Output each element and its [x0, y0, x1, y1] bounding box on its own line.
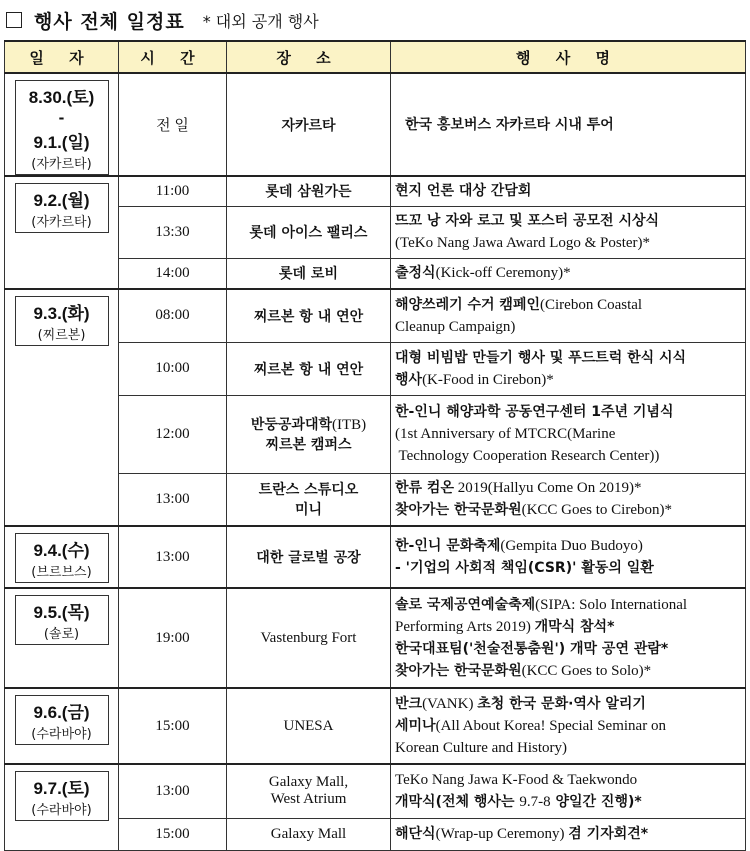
date-label: 9.4.(수)	[33, 541, 90, 560]
event-text-en: (SIPA: Solo International	[535, 597, 688, 613]
event-text-en: (KCC Goes to Solo)*	[521, 663, 652, 679]
date-label: 9.6.(금)	[33, 703, 90, 722]
city-label: (수라바야)	[31, 727, 92, 742]
place-text: Galaxy Mall,	[268, 774, 349, 791]
event-text-en: 2019(Hallyu Come On 2019)*	[453, 480, 642, 497]
event-text: 개막식(전체 행사는	[395, 794, 520, 811]
place-cell: UNESA	[227, 688, 391, 764]
event-text: 초청 한국 문화·역사 알리기	[477, 696, 646, 712]
place-cell: 대한 글로벌 공장	[227, 526, 391, 588]
place-cell	[227, 764, 391, 818]
time-cell: 14:00	[119, 258, 227, 289]
date-cell	[5, 588, 119, 688]
event-text: 한-인니 문화축제	[395, 538, 501, 554]
time-cell: 13:00	[119, 473, 227, 526]
time-cell: 08:00	[119, 289, 227, 342]
place-text-en: (ITB)	[332, 417, 367, 433]
event-cell: 현지 언론 대상 간담회	[391, 176, 746, 206]
event-text: 찾아가는 한국문화원	[395, 663, 522, 679]
event-cell	[391, 688, 746, 764]
table-row	[5, 688, 746, 764]
place-cell: 롯데 로비	[227, 258, 391, 289]
event-cell	[391, 258, 746, 289]
date-label: 9.7.(토)	[33, 779, 90, 798]
date-cell	[5, 688, 119, 764]
time-cell: 13:30	[119, 206, 227, 258]
place-cell: Galaxy Mall	[227, 818, 391, 850]
event-text-en: (K-Food in Cirebon)*	[422, 371, 554, 388]
event-text: 한국대표팀('천술전통춤원') 개막 공연 관람*	[395, 641, 669, 657]
event-cell	[391, 342, 746, 395]
city-label: (솔로)	[43, 627, 80, 642]
event-text: 해양쓰레기 수거 캠페인	[395, 296, 540, 313]
time-cell: 15:00	[119, 818, 227, 850]
event-cell	[391, 764, 746, 818]
time-cell: 15:00	[119, 688, 227, 764]
event-text: 솔로 국제공연예술축제	[395, 597, 536, 613]
event-cell	[391, 289, 746, 342]
event-text-en: (All About Korea! Special Seminar on	[435, 718, 666, 734]
event-text: 한-인니 해양과학 공동연구센터 1주년 기념식	[395, 404, 674, 420]
event-text-en: Cleanup Campaign)	[395, 318, 516, 335]
event-cell	[391, 526, 746, 588]
event-cell	[391, 473, 746, 526]
col-time-header: 시 간	[119, 41, 227, 73]
event-text-en: (TeKo Nang Jawa Award Logo & Poster)*	[395, 235, 651, 251]
event-text: 한류 컴온	[395, 480, 454, 497]
table-row	[5, 526, 746, 588]
event-text-en: Korean Culture and History)	[395, 740, 568, 756]
event-text: 찾아가는 한국문화원	[395, 502, 522, 519]
col-place-header: 장 소	[227, 41, 391, 73]
date-dash: -	[58, 108, 65, 127]
event-text-en: (VANK)	[422, 696, 478, 712]
date-label: 9.5.(목)	[33, 603, 90, 622]
place-cell: 찌르본 항 내 연안	[227, 289, 391, 342]
table-row	[5, 289, 746, 342]
place-text: 미니	[294, 502, 323, 519]
date-box	[15, 771, 109, 821]
event-text: 출정식	[395, 265, 436, 282]
event-text-en: (Wrap-up Ceremony)	[435, 826, 569, 842]
place-text: West Atrium	[270, 791, 347, 808]
date-cell	[5, 73, 119, 176]
place-cell: 자카르타	[227, 73, 391, 176]
event-cell	[391, 818, 746, 850]
date-box	[15, 695, 109, 745]
time-cell: 19:00	[119, 588, 227, 688]
city-label: (자카르타)	[31, 157, 92, 172]
place-cell	[227, 473, 391, 526]
event-text: - '기업의 사회적 책임(CSR)' 활동의 일환	[395, 560, 654, 576]
event-text-en: (KCC Goes to Cirebon)*	[521, 502, 672, 519]
table-header-row	[5, 41, 746, 73]
col-date-header: 일 자	[5, 41, 119, 73]
place-text: 트란스 스튜디오	[258, 482, 359, 499]
date-label-end: 9.1.(일)	[33, 133, 90, 152]
time-cell: 11:00	[119, 176, 227, 206]
event-cell	[391, 206, 746, 258]
event-text: 반크	[395, 696, 423, 712]
event-cell	[391, 588, 746, 688]
col-event-header: 행 사 명	[391, 41, 746, 73]
city-label: (자카르타)	[31, 215, 92, 230]
city-label: (수라바야)	[31, 803, 92, 818]
event-text-en: (Kick-off Ceremony)*	[435, 265, 571, 282]
event-text: 양일간 진행)*	[550, 794, 642, 811]
place-cell: 롯데 아이스 팰리스	[227, 206, 391, 258]
event-text: 뜨꼬 낭 자와 로고 및 포스터 공모전 시상식	[395, 213, 660, 229]
header-note: * 대외 공개 행사	[202, 11, 319, 31]
time-cell: 전 일	[119, 73, 227, 176]
place-text: 반둥공과대학	[250, 417, 332, 433]
table-row	[5, 73, 746, 176]
date-cell	[5, 289, 119, 526]
table-row	[5, 176, 746, 206]
table-row	[5, 764, 746, 818]
event-text-en: (Cirebon Coastal	[540, 296, 643, 313]
event-text: 겸 기자회견*	[568, 826, 649, 842]
event-cell	[391, 395, 746, 473]
event-text: 대형 비빔밥 만들기 행사 및 푸드트럭 한식 시식	[395, 349, 687, 366]
date-box	[15, 595, 109, 645]
date-cell	[5, 764, 119, 850]
event-text: 행사	[395, 371, 423, 388]
date-box	[15, 533, 109, 583]
place-cell: 롯데 삼원가든	[227, 176, 391, 206]
place-cell	[227, 395, 391, 473]
time-cell: 10:00	[119, 342, 227, 395]
time-cell: 13:00	[119, 764, 227, 818]
event-text: 세미나	[395, 718, 436, 734]
date-label: 9.3.(화)	[33, 304, 90, 323]
table-row	[5, 588, 746, 688]
place-cell: Vastenburg Fort	[227, 588, 391, 688]
event-text-en: TeKo Nang Jawa K-Food & Taekwondo	[395, 772, 638, 789]
event-text: 해단식	[395, 826, 436, 842]
date-cell	[5, 176, 119, 289]
page-title: 행사 전체 일정표	[34, 10, 185, 33]
event-text-en: (1st Anniversary of MTCRC(Marine	[395, 426, 616, 442]
place-cell: 찌르본 항 내 연안	[227, 342, 391, 395]
event-text-en: Performing Arts 2019)	[395, 619, 535, 635]
date-box	[15, 296, 109, 346]
event-cell: 한국 홍보버스 자카르타 시내 투어	[391, 73, 746, 176]
city-label: (찌르본)	[37, 328, 86, 343]
date-label: 9.2.(월)	[33, 191, 90, 210]
city-label: (브르브스)	[31, 565, 92, 580]
checkbox-square-icon	[6, 12, 22, 28]
date-box	[15, 183, 109, 233]
schedule-table	[4, 40, 746, 851]
event-text-en: (Gempita Duo Budoyo)	[500, 538, 643, 554]
date-cell	[5, 526, 119, 588]
event-text-en: Technology Cooperation Research Center))	[395, 448, 660, 464]
event-text-en: 9.7-8	[519, 794, 551, 811]
date-box	[15, 80, 109, 175]
event-text: 개막식 참석*	[534, 619, 615, 635]
date-label: 8.30.(토)	[28, 88, 95, 107]
time-cell: 12:00	[119, 395, 227, 473]
place-text: 찌르본 캠퍼스	[265, 437, 352, 453]
page-header	[0, 0, 750, 40]
time-cell: 13:00	[119, 526, 227, 588]
